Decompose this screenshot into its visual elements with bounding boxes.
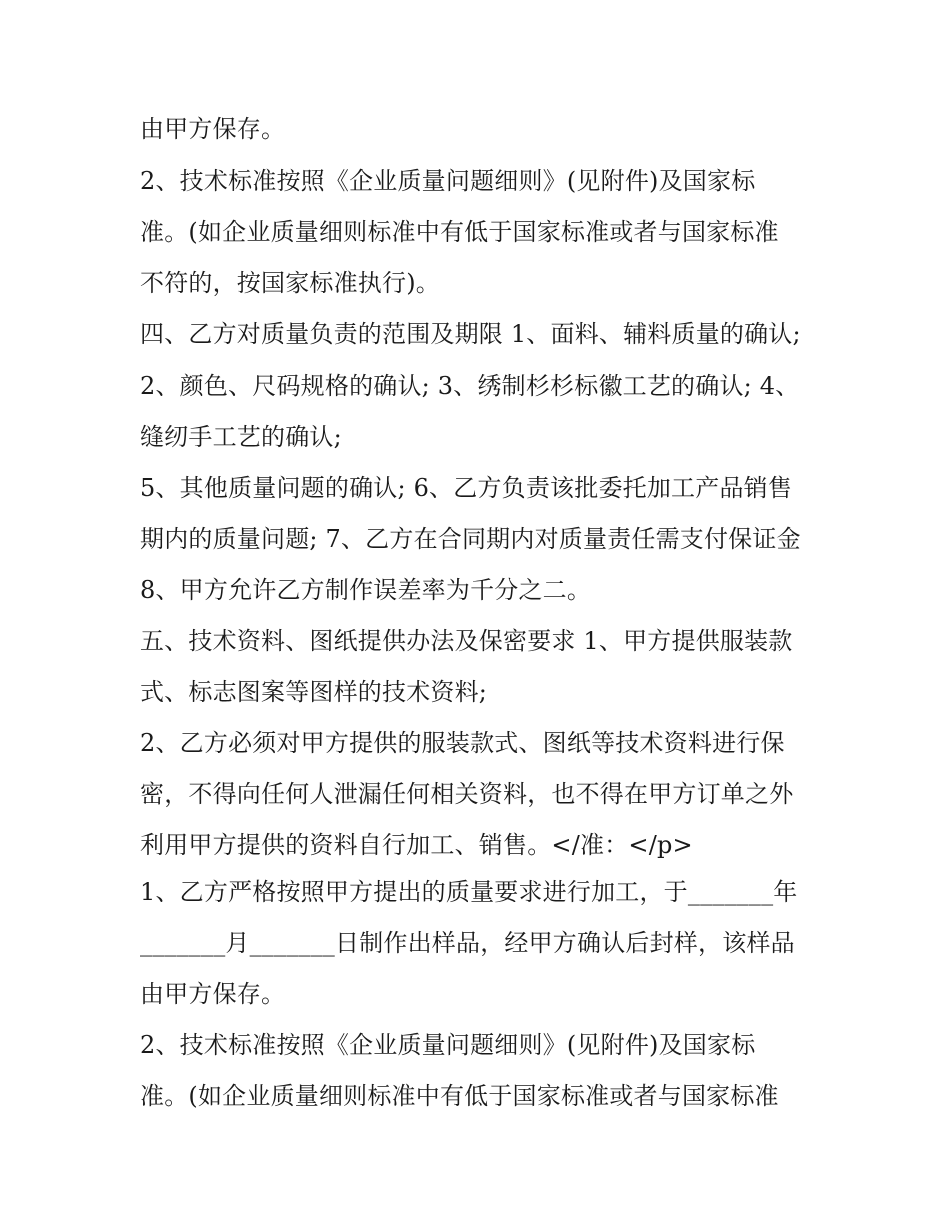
text-line: 8、甲方允许乙方制作误差率为千分之二。 [140,576,592,604]
text-line: 由甲方保存。 [140,980,286,1008]
text-line: 式、标志图案等图样的技术资料; [140,678,488,706]
text-line: 缝纫手工艺的确认; [140,423,342,451]
text-line: 期内的质量问题; 7、乙方在合同期内对质量责任需支付保证金 [140,525,801,553]
text-line: 准。(如企业质量细则标准中有低于国家标准或者与国家标准 [140,218,779,246]
text-line: 2、技术标准按照《企业质量问题细则》(见附件)及国家标 [140,167,756,195]
text-line: 由甲方保存。 [140,115,286,143]
text-line: 密，不得向任何人泄漏任何相关资料，也不得在甲方订单之外 [140,780,794,808]
text-line: 1、乙方严格按照甲方提出的质量要求进行加工，于_______年 [140,878,798,906]
text-line: 不符的，按国家标准执行)。 [140,269,440,297]
text-line: 2、颜色、尺码规格的确认; 3、绣制杉杉标徽工艺的确认; 4、 [140,372,800,400]
text-line: 5、其他质量问题的确认; 6、乙方负责该批委托加工产品销售 [140,474,793,502]
text-line: 五、技术资料、图纸提供办法及保密要求 1、甲方提供服装款 [140,627,793,655]
text-line: 2、乙方必须对甲方提供的服装款式、图纸等技术资料进行保 [140,729,785,757]
text-line: 2、技术标准按照《企业质量问题细则》(见附件)及国家标 [140,1031,756,1059]
text-line: _______月_______日制作出样品，经甲方确认后封样，该样品 [140,929,795,957]
text-line: 准。(如企业质量细则标准中有低于国家标准或者与国家标准 [140,1082,779,1110]
text-line: 利用甲方提供的资料自行加工、销售。</准：</p> [140,831,693,859]
text-line: 四、乙方对质量负责的范围及期限 1、面料、辅料质量的确认; [140,320,801,348]
